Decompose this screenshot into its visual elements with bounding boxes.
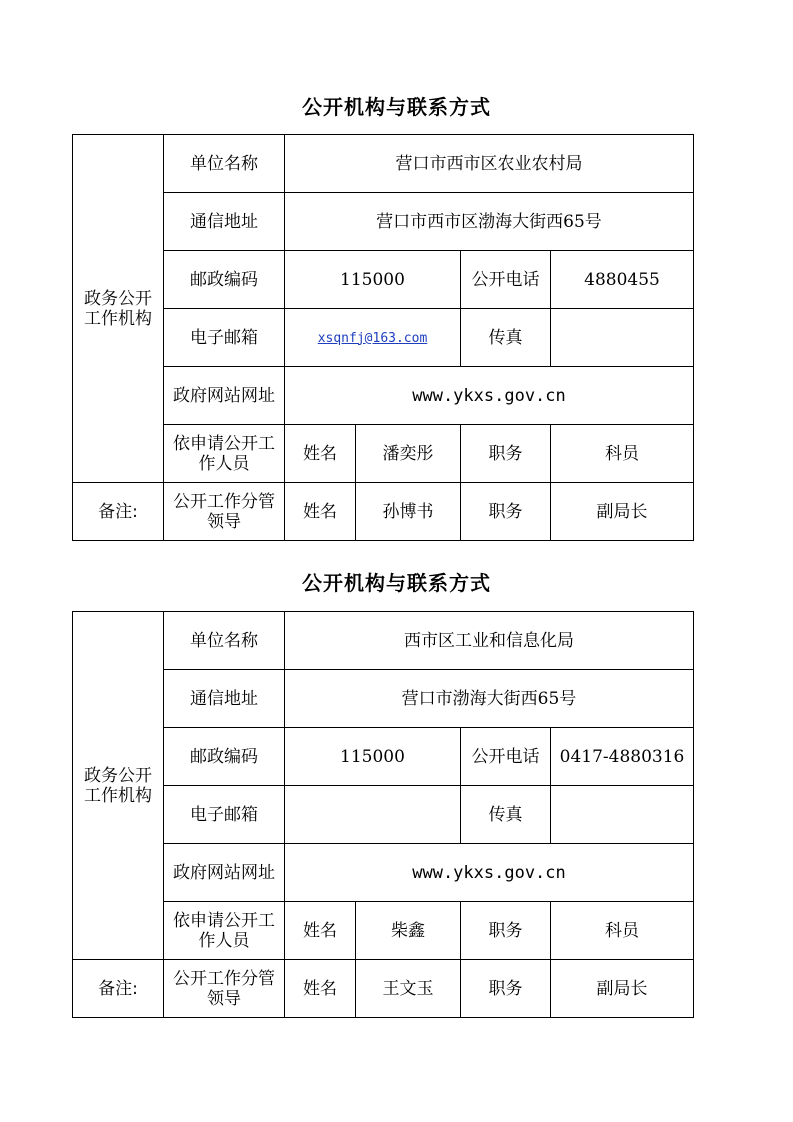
email-value: [285, 786, 461, 844]
unit-name-label: 单位名称: [164, 135, 285, 193]
postcode-value: 115000: [285, 251, 461, 309]
address-value: 营口市西市区渤海大街西65号: [285, 193, 694, 251]
section-title: 公开机构与联系方式: [302, 95, 491, 119]
email-value: [285, 309, 461, 367]
postcode-label: 邮政编码: [164, 251, 285, 309]
table-row: [73, 251, 694, 309]
table-row: [73, 786, 694, 844]
leader-label: 公开工作分管领导: [164, 483, 285, 541]
website-value: www.ykxs.gov.cn: [285, 367, 694, 425]
staff-label: 依申请公开工作人员: [164, 902, 285, 960]
leader-name-value: 孙博书: [356, 483, 461, 541]
unit-name-value: 营口市西市区农业农村局: [285, 135, 694, 193]
leader-name-label: 姓名: [285, 960, 356, 1018]
leader-label: 公开工作分管领导: [164, 960, 285, 1018]
postcode-value: 115000: [285, 728, 461, 786]
email-label: 电子邮箱: [164, 309, 285, 367]
email-label: 电子邮箱: [164, 786, 285, 844]
section-title: 公开机构与联系方式: [302, 571, 491, 595]
org-section-label: 政务公开工作机构: [73, 135, 164, 483]
email-link[interactable]: xsqnfj@163.com: [317, 330, 428, 346]
note-label: 备注:: [73, 483, 164, 541]
staff-title-label: 职务: [461, 425, 551, 483]
postcode-label: 邮政编码: [164, 728, 285, 786]
table-row: [73, 309, 694, 367]
note-label: 备注:: [73, 960, 164, 1018]
staff-title-value: 科员: [551, 902, 694, 960]
table-row: [73, 367, 694, 425]
address-label: 通信地址: [164, 193, 285, 251]
leader-title-label: 职务: [461, 960, 551, 1018]
table-row: [73, 670, 694, 728]
table-row: [73, 960, 694, 1018]
staff-name-label: 姓名: [285, 902, 356, 960]
phone-label: 公开电话: [461, 728, 551, 786]
table-row: [73, 135, 694, 193]
unit-name-label: 单位名称: [164, 612, 285, 670]
staff-name-value: 潘奕彤: [356, 425, 461, 483]
table-row: [73, 728, 694, 786]
staff-title-value: 科员: [551, 425, 694, 483]
leader-title-label: 职务: [461, 483, 551, 541]
address-value: 营口市渤海大街西65号: [285, 670, 694, 728]
fax-label: 传真: [461, 309, 551, 367]
table-row: [73, 612, 694, 670]
contact-table: [72, 611, 694, 1018]
website-label: 政府网站网址: [164, 367, 285, 425]
table-row: [73, 193, 694, 251]
leader-title-value: 副局长: [551, 960, 694, 1018]
website-label: 政府网站网址: [164, 844, 285, 902]
table-row: [73, 902, 694, 960]
staff-name-label: 姓名: [285, 425, 356, 483]
address-label: 通信地址: [164, 670, 285, 728]
fax-value: [551, 786, 694, 844]
unit-name-value: 西市区工业和信息化局: [285, 612, 694, 670]
leader-title-value: 副局长: [551, 483, 694, 541]
phone-value: 0417-4880316: [551, 728, 694, 786]
table-row: [73, 425, 694, 483]
fax-label: 传真: [461, 786, 551, 844]
org-section-label: 政务公开工作机构: [73, 612, 164, 960]
contact-table: [72, 134, 694, 541]
staff-name-value: 柴鑫: [356, 902, 461, 960]
staff-label: 依申请公开工作人员: [164, 425, 285, 483]
phone-label: 公开电话: [461, 251, 551, 309]
fax-value: [551, 309, 694, 367]
staff-title-label: 职务: [461, 902, 551, 960]
table-row: [73, 844, 694, 902]
leader-name-value: 王文玉: [356, 960, 461, 1018]
phone-value: 4880455: [551, 251, 694, 309]
leader-name-label: 姓名: [285, 483, 356, 541]
website-value: www.ykxs.gov.cn: [285, 844, 694, 902]
table-row: [73, 483, 694, 541]
